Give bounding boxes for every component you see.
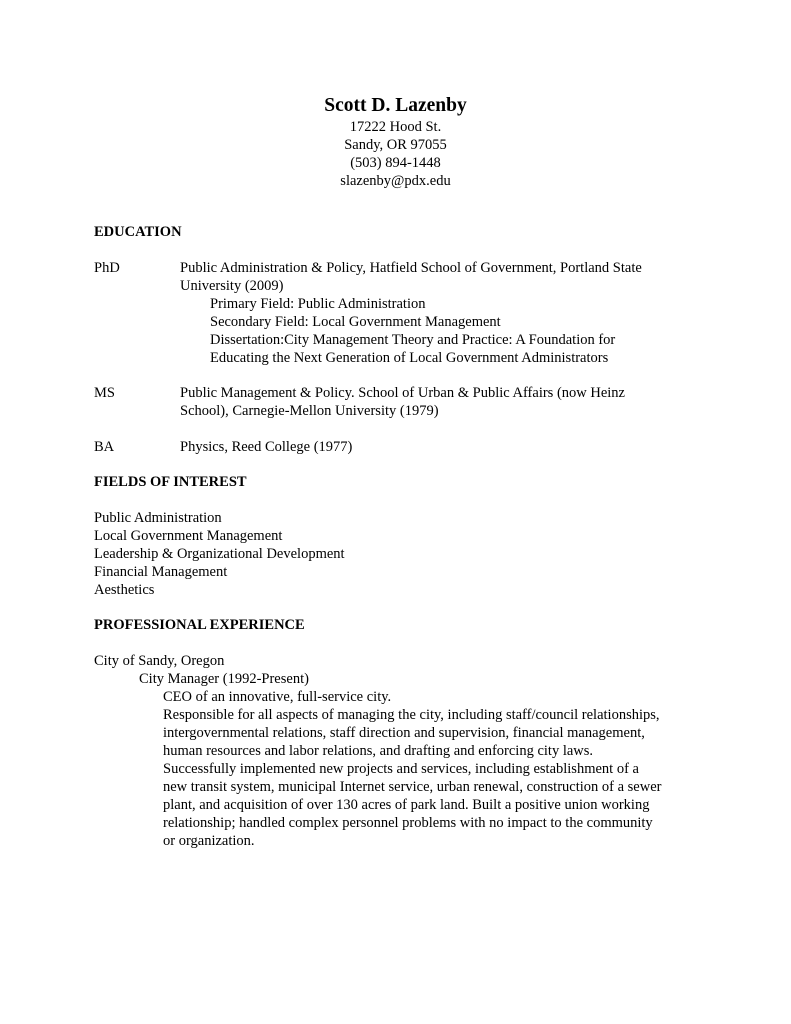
degree-label: MS — [94, 385, 115, 401]
employer-name: City of Sandy, Oregon — [94, 653, 225, 669]
degree-line: School), Carnegie-Mellon University (1979) — [180, 403, 439, 419]
interests-list — [94, 509, 694, 599]
street-address: 17222 Hood St. — [349, 119, 442, 135]
interests-heading: FIELDS OF INTEREST — [94, 474, 247, 490]
degree-label: PhD — [94, 260, 120, 276]
list-item: Public Administration — [94, 510, 222, 526]
description-line: or organization. — [163, 833, 255, 849]
description-line: human resources and labor relations, and drafting and enforcing city laws. — [163, 743, 594, 759]
description-line: new transit system, municipal Internet service, urban renewal, construction of a sewer — [163, 779, 662, 795]
dissertation-line: Dissertation:City Management Theory and Practice: A Foundation for — [210, 332, 616, 348]
degree-line: Physics, Reed College (1977) — [180, 439, 353, 455]
description-line: intergovernmental relations, staff direction and supervision, financial management, — [163, 725, 645, 741]
experience-entry — [94, 652, 714, 850]
degree-label: BA — [94, 439, 115, 455]
degree-line: Public Management & Policy. School of Urban & Public Affairs (now Heinz — [180, 385, 625, 401]
city-state-zip: Sandy, OR 97055 — [344, 137, 447, 153]
description-line: Responsible for all aspects of managing the city, including staff/council relationships, — [163, 707, 660, 723]
job-title: City Manager (1992-Present) — [139, 671, 309, 687]
description-line: Successfully implemented new projects and services, including establishment of a — [163, 761, 639, 777]
degree-line: University (2009) — [180, 278, 284, 294]
description-line: CEO of an innovative, full-service city. — [163, 689, 392, 705]
degree-details — [180, 259, 680, 367]
primary-field: Primary Field: Public Administration — [210, 296, 426, 312]
phone-number: (503) 894-1448 — [350, 155, 441, 171]
list-item: Financial Management — [94, 564, 228, 580]
degree-line: Public Administration & Policy, Hatfield School of Government, Portland State — [180, 260, 642, 276]
dissertation-line: Educating the Next Generation of Local Government Administrators — [210, 350, 609, 366]
job-description — [94, 688, 708, 850]
experience-heading: PROFESSIONAL EXPERIENCE — [94, 617, 305, 633]
secondary-field: Secondary Field: Local Government Management — [210, 314, 501, 330]
list-item: Local Government Management — [94, 528, 283, 544]
degree-details — [180, 438, 680, 456]
description-line: relationship; handled complex personnel problems with no impact to the community — [163, 815, 653, 831]
list-item: Leadership & Organizational Development — [94, 546, 345, 562]
email-address: slazenby@pdx.edu — [340, 173, 451, 189]
list-item: Aesthetics — [94, 582, 155, 598]
person-name: Scott D. Lazenby — [324, 95, 467, 116]
education-heading: EDUCATION — [94, 224, 182, 240]
degree-details — [180, 384, 680, 420]
resume-header — [0, 94, 791, 190]
description-line: plant, and acquisition of over 130 acres of park land. Built a positive union working — [163, 797, 650, 813]
